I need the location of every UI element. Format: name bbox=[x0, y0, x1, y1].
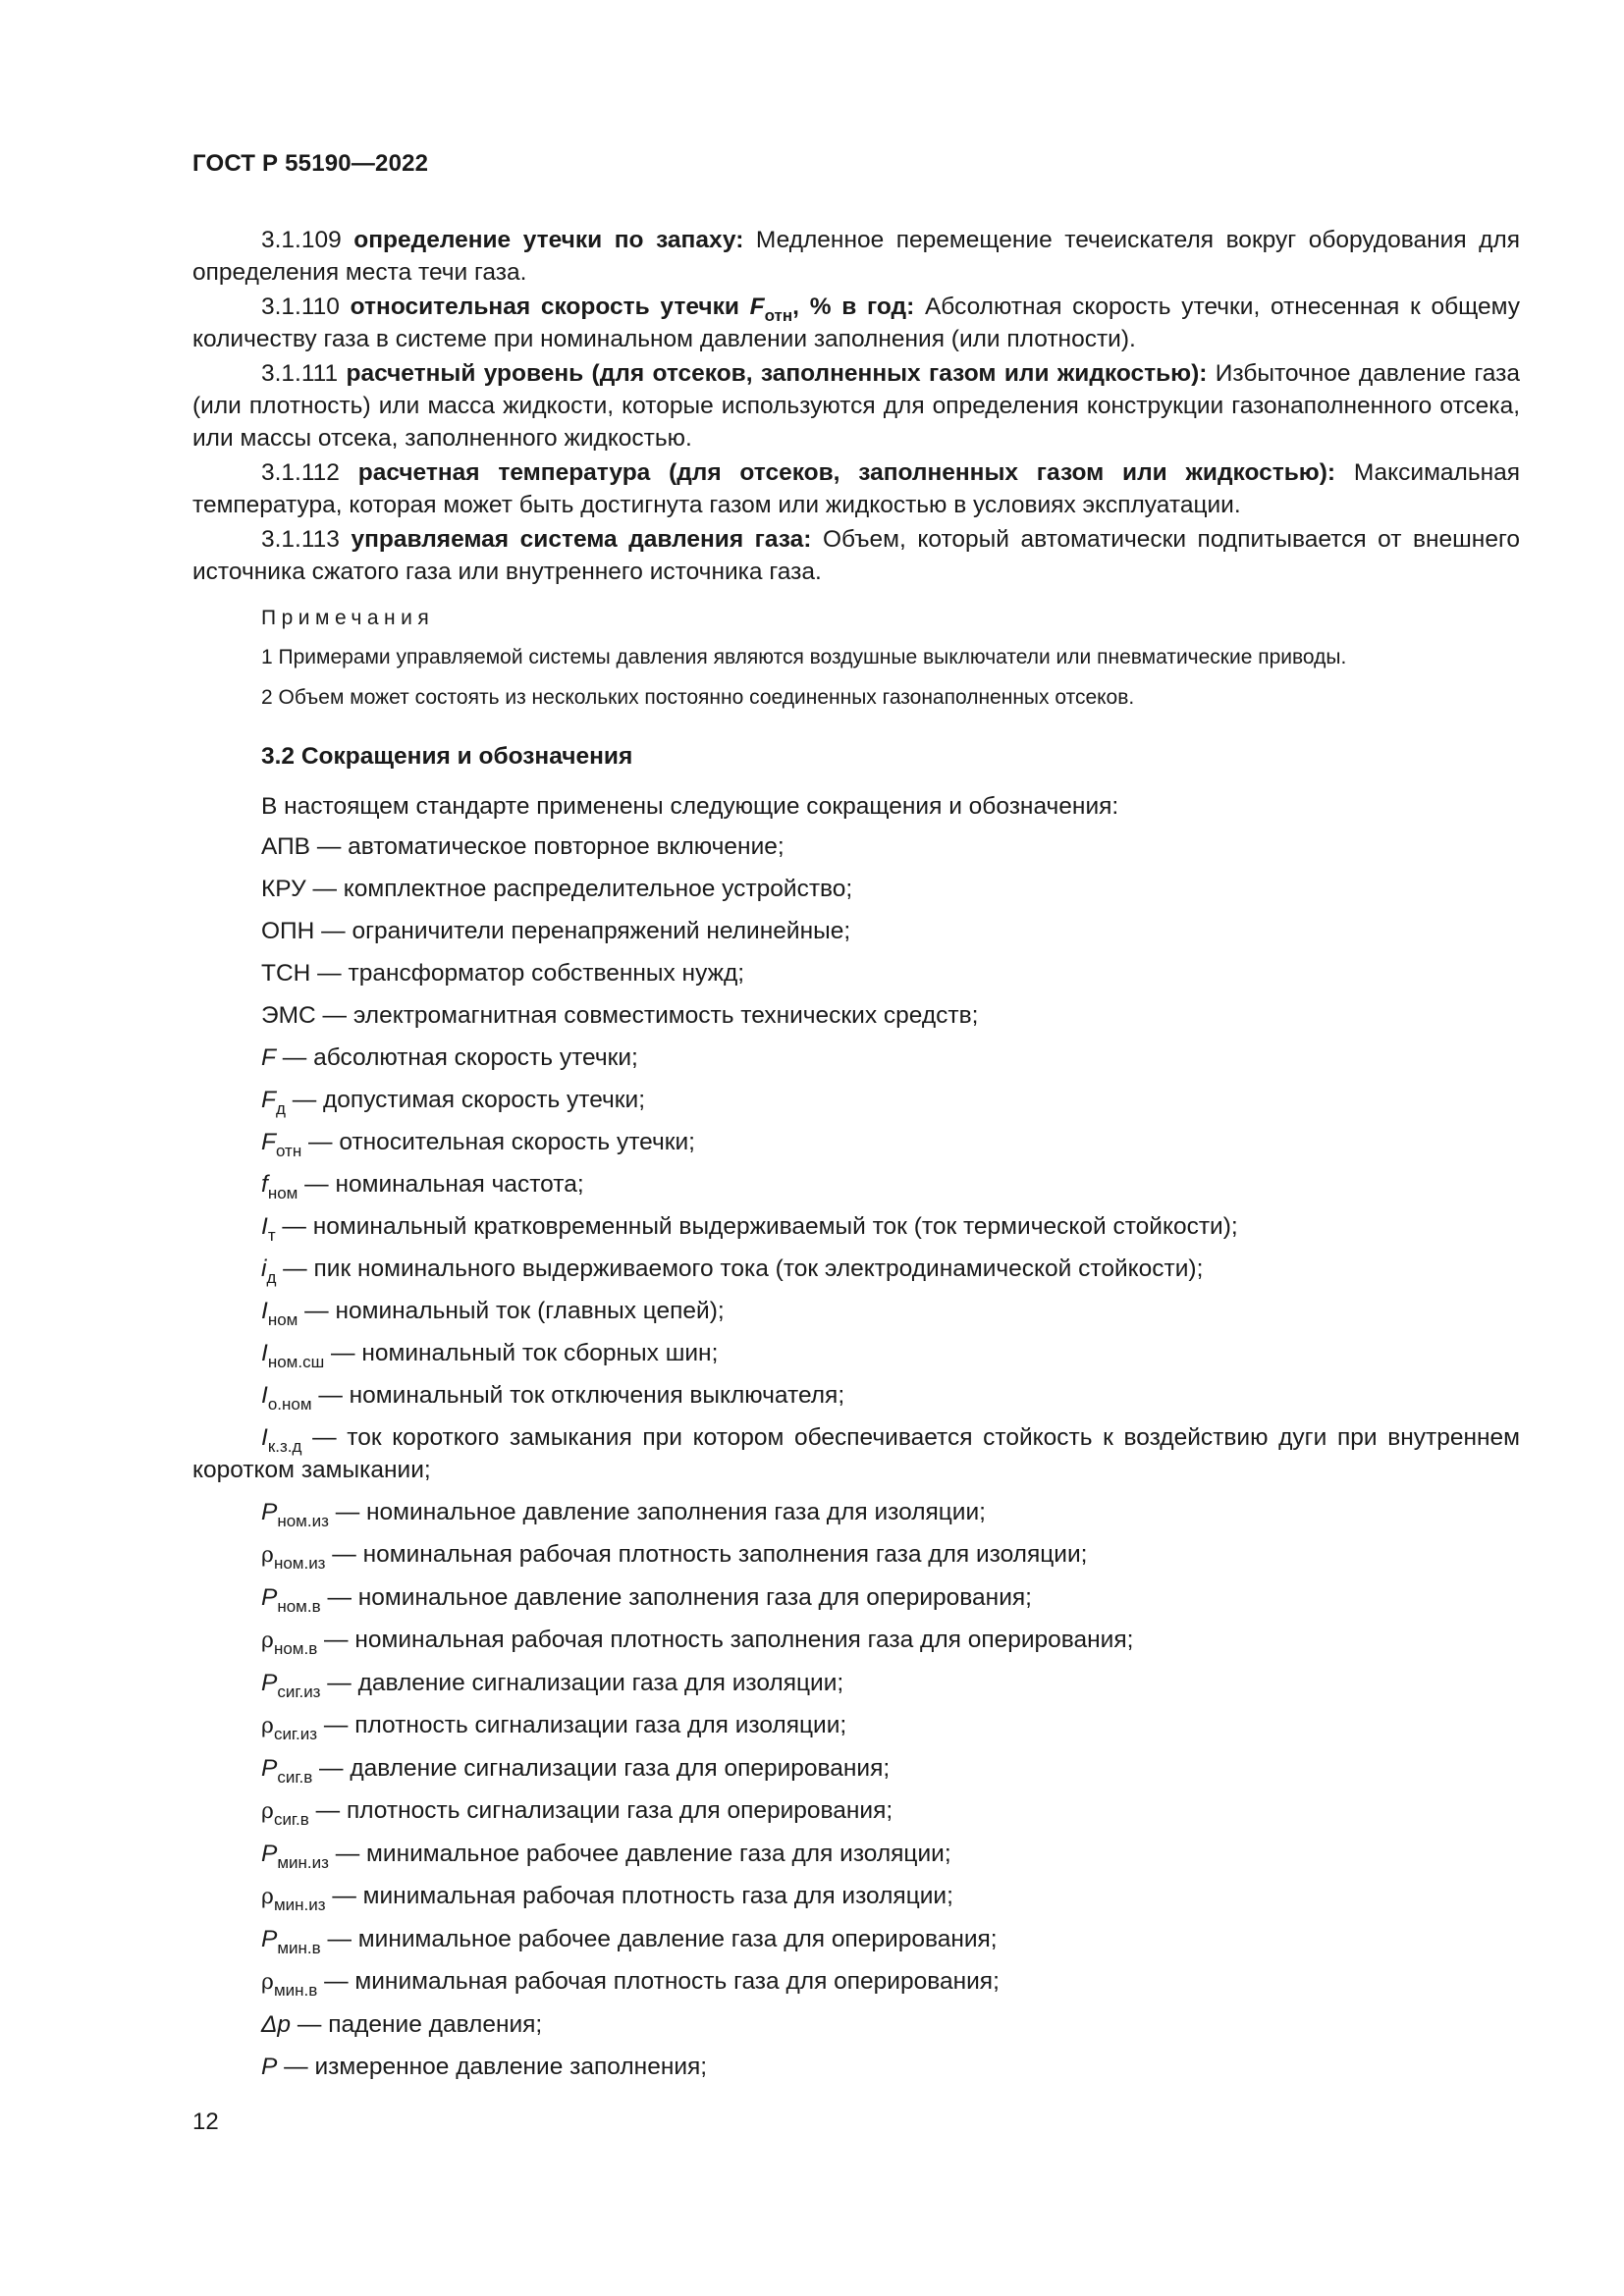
symbol: I bbox=[261, 1298, 268, 1324]
symbol-definition: — плотность сигнализации газа для оперирования; bbox=[308, 1797, 893, 1824]
symbol-subscript: ном bbox=[267, 1310, 298, 1329]
symbol: I bbox=[261, 1424, 268, 1451]
symbol-subscript: мин.в bbox=[273, 1981, 318, 2000]
symbol-definition: — давление сигнализации газа для изоляции; bbox=[320, 1670, 844, 1696]
term-entry bbox=[192, 357, 1520, 454]
abbreviation-definition: — электромагнитная совместимость технических средств; bbox=[315, 1002, 979, 1029]
symbol-item bbox=[192, 1084, 1520, 1116]
symbol-definition: — допустимая скорость утечки; bbox=[285, 1087, 646, 1113]
symbol-subscript: д bbox=[275, 1099, 286, 1118]
symbol: ρ bbox=[261, 1714, 274, 1738]
symbol-item bbox=[192, 1880, 1520, 1913]
symbol-item bbox=[192, 1667, 1520, 1699]
symbol-subscript: сиг.в bbox=[277, 1768, 313, 1787]
symbol-item bbox=[192, 1126, 1520, 1158]
symbol-subscript: ном.из bbox=[277, 1512, 329, 1530]
symbol: Δp bbox=[261, 2011, 292, 2038]
symbol-item bbox=[192, 1337, 1520, 1369]
term-name: расчетный уровень (для отсеков, заполненных газом или жидкостью): bbox=[346, 360, 1208, 387]
symbol: F bbox=[261, 1087, 276, 1113]
term-entry bbox=[192, 523, 1520, 588]
symbol-subscript: о.ном bbox=[267, 1395, 312, 1414]
term-definition: Абсолютная скорость утечки, отнесенная к общему количеству газа в системе при номинальном давлении заполнения (или плотности). bbox=[192, 294, 1520, 352]
symbol-item bbox=[192, 2008, 1520, 2041]
term-entry bbox=[192, 456, 1520, 521]
symbol: P bbox=[261, 1584, 278, 1611]
term-definition: Медленное перемещение течеискателя вокруг оборудования для определения места течи газа. bbox=[192, 227, 1520, 286]
term-definition: Избыточное давление газа (или плотность) или масса жидкости, которые используются для определения конструкции газонаполненного отсека, или массы отсека, заполненного жидкостью. bbox=[192, 360, 1521, 452]
symbol: ρ bbox=[261, 1970, 274, 1995]
term-number: 3.1.110 bbox=[261, 294, 340, 320]
symbol-definition: — минимальная рабочая плотность газа для оперирования; bbox=[317, 1968, 1000, 1995]
symbol-definition: — номинальный ток сборных шин; bbox=[324, 1340, 719, 1366]
symbol-definition: — ток короткого замыкания при котором обеспечивается стойкость к воздействию дуги при внутреннем коротком замыкании; bbox=[192, 1424, 1520, 1483]
symbol-definition: — минимальное рабочее давление газа для оперирования; bbox=[320, 1926, 998, 1952]
symbol-item bbox=[192, 1295, 1520, 1327]
abbreviation-definition: — трансформатор собственных нужд; bbox=[310, 960, 745, 987]
symbol-item bbox=[192, 1421, 1520, 1486]
symbol: f bbox=[261, 1171, 268, 1198]
section-intro: В настоящем стандарте применены следующие сокращения и обозначения: bbox=[261, 793, 1119, 820]
symbol: I bbox=[261, 1340, 268, 1366]
symbol-subscript: мин.из bbox=[273, 1896, 326, 1914]
symbol: I bbox=[261, 1382, 268, 1409]
term-number: 3.1.112 bbox=[261, 459, 340, 486]
symbol-subscript: мин.в bbox=[277, 1939, 321, 1957]
term-name: расчетная температура (для отсеков, заполненных газом или жидкостью): bbox=[357, 459, 1336, 486]
page-content bbox=[192, 224, 1520, 2083]
symbol-item bbox=[192, 1709, 1520, 1742]
symbol: P bbox=[261, 1841, 278, 1867]
symbol: P bbox=[261, 2054, 278, 2080]
term-entry bbox=[192, 291, 1520, 355]
abbreviation-symbol: ТСН bbox=[261, 960, 311, 987]
term-number: 3.1.109 bbox=[261, 227, 342, 253]
abbreviation-symbol: КРУ bbox=[261, 876, 306, 902]
symbol-item bbox=[192, 1794, 1520, 1828]
symbol: i bbox=[261, 1255, 267, 1282]
symbol-subscript: ном.в bbox=[273, 1639, 318, 1658]
term-number: 3.1.113 bbox=[261, 526, 340, 553]
symbol-item bbox=[192, 1965, 1520, 1999]
symbol-subscript: д bbox=[266, 1268, 277, 1287]
symbol: ρ bbox=[261, 1799, 274, 1824]
symbol-item bbox=[192, 1538, 1520, 1572]
symbol-subscript: ном.в bbox=[277, 1597, 321, 1616]
symbol-definition: — измеренное давление заполнения; bbox=[277, 2054, 708, 2080]
symbol-definition: — номинальный кратковременный выдерживаемый ток (ток термической стойкости); bbox=[275, 1213, 1238, 1240]
term-name: относительная скорость утечки $F_{отн}$, % в год: bbox=[350, 294, 915, 325]
term-symbol-subscript: отн bbox=[764, 306, 793, 325]
symbol-definition: — минимальное рабочее давление газа для изоляции; bbox=[328, 1841, 951, 1867]
symbol-subscript: ном.сш bbox=[267, 1353, 325, 1371]
note-item: 1 Примерами управляемой системы давления являются воздушные выключатели или пневматические приводы. bbox=[261, 646, 1347, 668]
symbol: P bbox=[261, 1499, 278, 1525]
term-name: управляемая система давления газа: bbox=[351, 526, 812, 553]
abbreviation-item bbox=[192, 830, 1520, 863]
symbol-definition: — плотность сигнализации газа для изоляции; bbox=[317, 1712, 847, 1738]
abbreviation-definition: — комплектное распределительное устройство; bbox=[305, 876, 853, 902]
symbol: F bbox=[261, 1129, 276, 1155]
symbol-definition: — номинальное давление заполнения газа для изоляции; bbox=[328, 1499, 986, 1525]
symbol-definition: — минимальная рабочая плотность газа для изоляции; bbox=[325, 1883, 953, 1909]
symbol-item bbox=[192, 1624, 1520, 1657]
notes-heading: Примечания bbox=[261, 607, 435, 629]
symbol-definition: — номинальная частота; bbox=[298, 1171, 584, 1198]
symbol-definition: — номинальная рабочая плотность заполнения газа для изоляции; bbox=[325, 1541, 1088, 1568]
abbreviation-definition: — ограничители перенапряжений нелинейные; bbox=[314, 918, 851, 944]
symbol-item bbox=[192, 1752, 1520, 1785]
term-name: определение утечки по запаху: bbox=[353, 227, 744, 253]
symbol-subscript: к.з.д bbox=[267, 1437, 302, 1456]
abbreviation-item bbox=[192, 915, 1520, 947]
notes-block bbox=[192, 602, 1520, 713]
symbol-subscript: ном bbox=[267, 1184, 298, 1202]
note-item: 2 Объем может состоять из нескольких постоянно соединенных газонаполненных отсеков. bbox=[261, 686, 1135, 709]
symbol: I bbox=[261, 1213, 268, 1240]
symbol: ρ bbox=[261, 1629, 274, 1653]
abbreviation-item bbox=[192, 957, 1520, 989]
symbol-definition: — номинальная рабочая плотность заполнения газа для оперирования; bbox=[317, 1627, 1134, 1653]
symbol-subscript: ном.из bbox=[273, 1554, 326, 1573]
symbol-item bbox=[192, 1496, 1520, 1528]
abbreviation-item bbox=[192, 873, 1520, 905]
symbol-subscript: отн bbox=[275, 1142, 302, 1160]
symbol: P bbox=[261, 1755, 278, 1782]
symbol-item bbox=[192, 1838, 1520, 1870]
symbol-item bbox=[192, 1168, 1520, 1201]
term-number: 3.1.111 bbox=[261, 360, 339, 387]
abbreviation-definition: — автоматическое повторное включение; bbox=[310, 833, 785, 860]
term-list bbox=[192, 224, 1520, 588]
symbol-subscript: т bbox=[267, 1226, 276, 1245]
symbol-item bbox=[192, 1923, 1520, 1955]
symbol-subscript: сиг.из bbox=[277, 1682, 321, 1701]
symbol-definition: — номинальное давление заполнения газа для оперирования; bbox=[320, 1584, 1032, 1611]
symbol-item bbox=[192, 1379, 1520, 1412]
symbol-definition: — номинальный ток (главных цепей); bbox=[298, 1298, 725, 1324]
symbol-definition: — абсолютная скорость утечки; bbox=[275, 1044, 638, 1071]
term-definition: Максимальная температура, которая может быть достигнута газом или жидкостью в условиях эксплуатации. bbox=[192, 459, 1521, 518]
abbreviation-list bbox=[192, 830, 1520, 2083]
term-entry bbox=[192, 224, 1520, 289]
page-number: 12 bbox=[192, 2109, 219, 2135]
symbol: ρ bbox=[261, 1885, 274, 1909]
symbol-definition: — пик номинального выдерживаемого тока (ток электродинамической стойкости); bbox=[276, 1255, 1204, 1282]
document-header: ГОСТ Р 55190—2022 bbox=[192, 150, 429, 177]
symbol-definition: — давление сигнализации газа для оперирования; bbox=[312, 1755, 891, 1782]
symbol-definition: — падение давления; bbox=[291, 2011, 543, 2038]
symbol-subscript: сиг.из bbox=[273, 1725, 318, 1743]
symbol: P bbox=[261, 1926, 278, 1952]
abbreviation-item bbox=[192, 999, 1520, 1032]
symbol-definition: — номинальный ток отключения выключателя; bbox=[311, 1382, 845, 1409]
symbol-item bbox=[192, 1210, 1520, 1243]
symbol-item bbox=[192, 1041, 1520, 1074]
abbreviation-symbol: ОПН bbox=[261, 918, 315, 944]
symbol-definition: — относительная скорость утечки; bbox=[301, 1129, 695, 1155]
symbol: P bbox=[261, 1670, 278, 1696]
symbol: F bbox=[261, 1044, 276, 1071]
symbol: ρ bbox=[261, 1543, 274, 1568]
abbreviation-symbol: АПВ bbox=[261, 833, 311, 860]
symbol-item bbox=[192, 1253, 1520, 1285]
symbol-subscript: сиг.в bbox=[273, 1810, 309, 1829]
symbol-item bbox=[192, 1581, 1520, 1614]
abbreviation-symbol: ЭМС bbox=[261, 1002, 316, 1029]
term-symbol: F bbox=[749, 294, 765, 320]
symbol-subscript: мин.из bbox=[277, 1853, 329, 1872]
symbol-item bbox=[192, 2051, 1520, 2083]
term-definition: Объем, который автоматически подпитывается от внешнего источника сжатого газа или внутреннего источника газа. bbox=[192, 526, 1520, 585]
section-title: 3.2 Сокращения и обозначения bbox=[261, 743, 633, 770]
